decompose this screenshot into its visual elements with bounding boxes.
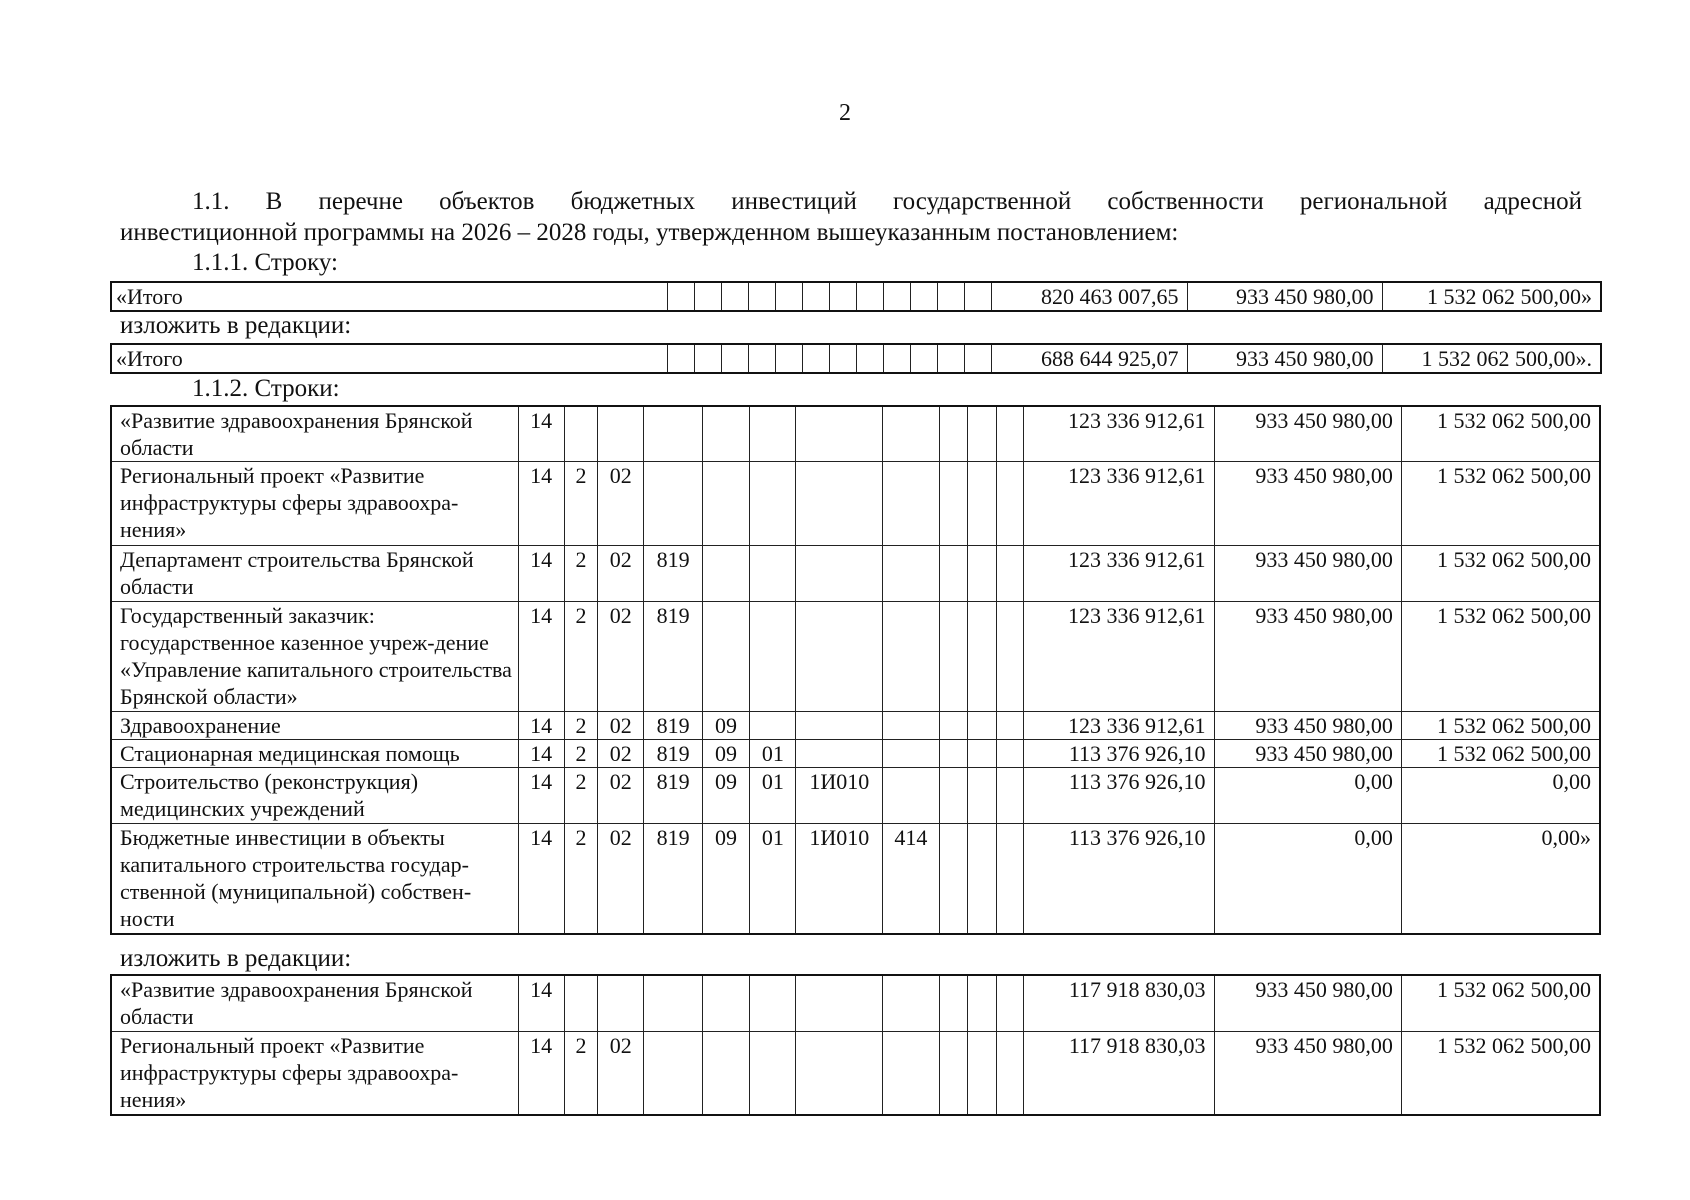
empty-cell <box>939 975 967 1031</box>
code-cell-c6 <box>750 462 796 546</box>
code-cell-c4 <box>644 1031 702 1115</box>
code-cell-c5 <box>702 975 749 1031</box>
code-cell-c5: 09 <box>702 740 749 768</box>
code-cell-c1: 14 <box>518 740 564 768</box>
empty-cell <box>996 546 1023 602</box>
empty-cell <box>775 344 802 373</box>
total-label: «Итого <box>111 282 667 311</box>
empty-cell <box>996 975 1023 1031</box>
code-cell-c7 <box>796 740 883 768</box>
empty-cell <box>996 768 1023 824</box>
total-2028: 1 532 062 500,00» <box>1382 282 1601 311</box>
code-cell-c1: 14 <box>518 824 564 934</box>
code-cell-c5: 09 <box>702 768 749 824</box>
code-cell-c2: 2 <box>564 546 597 602</box>
row-name-cell: «Развитие здравоохранения Брянской области <box>111 975 518 1031</box>
row-name-cell: Государственный заказчик: государственное казенное учреж-дение «Управление капитального строительства Брянской области» <box>111 602 518 712</box>
row-name-cell: Бюджетные инвестиции в объекты капитального строительства государ-ственной (муниципальной) собствен-ности <box>111 824 518 934</box>
code-cell-c6: 01 <box>750 824 796 934</box>
code-cell-c4 <box>644 406 702 462</box>
code-cell-c7 <box>796 975 883 1031</box>
empty-cell <box>802 282 829 311</box>
total-2027: 933 450 980,00 <box>1187 344 1382 373</box>
amount-cell-2026: 123 336 912,61 <box>1024 462 1214 546</box>
row-name-cell: Стационарная медицинская помощь <box>111 740 518 768</box>
amount-cell-2026: 113 376 926,10 <box>1024 740 1214 768</box>
empty-cell <box>996 406 1023 462</box>
amount-cell-2027: 933 450 980,00 <box>1214 712 1401 740</box>
code-cell-c7: 1И010 <box>796 768 883 824</box>
intro-paragraph-line-2: инвестиционной программы на 2026 – 2028 годы, утвержденном вышеуказанным постановлением: <box>120 219 1179 246</box>
table-row <box>111 1031 1600 1115</box>
total-label: «Итого <box>111 344 667 373</box>
code-cell-c6: 01 <box>750 740 796 768</box>
code-cell-c4 <box>644 462 702 546</box>
empty-cell <box>667 282 694 311</box>
total-table-old <box>110 281 1602 312</box>
code-cell-c3: 02 <box>598 602 644 712</box>
detail-table-new <box>110 974 1601 1116</box>
code-cell-c2: 2 <box>564 824 597 934</box>
code-cell-c3: 02 <box>598 824 644 934</box>
code-cell-c2: 2 <box>564 462 597 546</box>
section-heading-1-1-1: 1.1.1. Строку: <box>192 249 338 276</box>
code-cell-c2 <box>564 406 597 462</box>
code-cell-c4 <box>644 975 702 1031</box>
code-cell-c6 <box>750 712 796 740</box>
amount-cell-2028: 0,00 <box>1401 768 1600 824</box>
amount-cell-2026: 123 336 912,61 <box>1024 406 1214 462</box>
code-cell-c6 <box>750 406 796 462</box>
code-cell-c6 <box>750 602 796 712</box>
amount-cell-2027: 933 450 980,00 <box>1214 602 1401 712</box>
code-cell-c8 <box>883 712 939 740</box>
code-cell-c3: 02 <box>598 1031 644 1115</box>
code-cell-c7: 1И010 <box>796 824 883 934</box>
total-2026: 688 644 925,07 <box>991 344 1187 373</box>
total-2027: 933 450 980,00 <box>1187 282 1382 311</box>
amount-cell-2028: 1 532 062 500,00 <box>1401 546 1600 602</box>
empty-cell <box>802 344 829 373</box>
izlozhit-label-1: изложить в редакции: <box>120 312 352 339</box>
empty-cell <box>996 824 1023 934</box>
table-row <box>111 975 1600 1031</box>
code-cell-c2: 2 <box>564 768 597 824</box>
code-cell-c6 <box>750 1031 796 1115</box>
empty-cell <box>967 462 996 546</box>
total-table-new <box>110 343 1602 374</box>
empty-cell <box>967 546 996 602</box>
empty-cell <box>996 712 1023 740</box>
code-cell-c4: 819 <box>644 712 702 740</box>
code-cell-c7 <box>796 546 883 602</box>
code-cell-c2: 2 <box>564 1031 597 1115</box>
row-name-cell: Здравоохранение <box>111 712 518 740</box>
code-cell-c1: 14 <box>518 546 564 602</box>
empty-cell <box>937 282 964 311</box>
amount-cell-2027: 933 450 980,00 <box>1214 406 1401 462</box>
empty-cell <box>964 344 991 373</box>
empty-cell <box>996 602 1023 712</box>
empty-cell <box>967 1031 996 1115</box>
code-cell-c3: 02 <box>598 740 644 768</box>
amount-cell-2026: 117 918 830,03 <box>1024 975 1214 1031</box>
izlozhit-label-2: изложить в редакции: <box>120 945 352 972</box>
code-cell-c8 <box>883 602 939 712</box>
empty-cell <box>694 344 721 373</box>
code-cell-c8 <box>883 462 939 546</box>
amount-cell-2028: 1 532 062 500,00 <box>1401 602 1600 712</box>
code-cell-c4: 819 <box>644 602 702 712</box>
code-cell-c5 <box>702 602 749 712</box>
code-cell-c2 <box>564 975 597 1031</box>
amount-cell-2026: 113 376 926,10 <box>1024 768 1214 824</box>
amount-cell-2027: 933 450 980,00 <box>1214 1031 1401 1115</box>
code-cell-c8 <box>883 740 939 768</box>
code-cell-c5 <box>702 462 749 546</box>
empty-cell <box>967 406 996 462</box>
amount-cell-2028: 1 532 062 500,00 <box>1401 740 1600 768</box>
empty-cell <box>967 768 996 824</box>
empty-cell <box>939 712 967 740</box>
empty-cell <box>910 282 937 311</box>
amount-cell-2026: 123 336 912,61 <box>1024 546 1214 602</box>
row-name-cell: Департамент строительства Брянской области <box>111 546 518 602</box>
code-cell-c3: 02 <box>598 768 644 824</box>
table-row <box>111 406 1600 462</box>
amount-cell-2028: 1 532 062 500,00 <box>1401 975 1600 1031</box>
code-cell-c8 <box>883 768 939 824</box>
total-2026: 820 463 007,65 <box>991 282 1187 311</box>
amount-cell-2027: 933 450 980,00 <box>1214 546 1401 602</box>
table-row <box>111 462 1600 546</box>
empty-cell <box>967 824 996 934</box>
amount-cell-2028: 1 532 062 500,00 <box>1401 406 1600 462</box>
empty-cell <box>748 282 775 311</box>
code-cell-c6 <box>750 975 796 1031</box>
code-cell-c5 <box>702 546 749 602</box>
code-cell-c5 <box>702 1031 749 1115</box>
amount-cell-2026: 113 376 926,10 <box>1024 824 1214 934</box>
empty-cell <box>939 602 967 712</box>
code-cell-c3 <box>598 406 644 462</box>
detail-table-old <box>110 405 1601 935</box>
empty-cell <box>748 344 775 373</box>
empty-cell <box>856 282 883 311</box>
empty-cell <box>939 406 967 462</box>
code-cell-c1: 14 <box>518 768 564 824</box>
code-cell-c2: 2 <box>564 602 597 712</box>
empty-cell <box>939 1031 967 1115</box>
amount-cell-2027: 0,00 <box>1214 824 1401 934</box>
code-cell-c3: 02 <box>598 712 644 740</box>
empty-cell <box>996 462 1023 546</box>
empty-cell <box>856 344 883 373</box>
empty-cell <box>939 824 967 934</box>
code-cell-c7 <box>796 1031 883 1115</box>
amount-cell-2028: 1 532 062 500,00 <box>1401 712 1600 740</box>
empty-cell <box>829 282 856 311</box>
code-cell-c5: 09 <box>702 712 749 740</box>
code-cell-c1: 14 <box>518 1031 564 1115</box>
empty-cell <box>996 740 1023 768</box>
empty-cell <box>694 282 721 311</box>
amount-cell-2028: 0,00» <box>1401 824 1600 934</box>
code-cell-c7 <box>796 462 883 546</box>
empty-cell <box>967 975 996 1031</box>
empty-cell <box>883 344 910 373</box>
amount-cell-2027: 0,00 <box>1214 768 1401 824</box>
empty-cell <box>937 344 964 373</box>
code-cell-c8 <box>883 975 939 1031</box>
row-name-cell: Региональный проект «Развитие инфраструктуры сферы здравоохра-нения» <box>111 462 518 546</box>
code-cell-c6 <box>750 546 796 602</box>
code-cell-c6: 01 <box>750 768 796 824</box>
page-number: 2 <box>839 100 851 126</box>
empty-cell <box>996 1031 1023 1115</box>
amount-cell-2028: 1 532 062 500,00 <box>1401 1031 1600 1115</box>
amount-cell-2026: 123 336 912,61 <box>1024 602 1214 712</box>
empty-cell <box>829 344 856 373</box>
code-cell-c7 <box>796 712 883 740</box>
amount-cell-2027: 933 450 980,00 <box>1214 462 1401 546</box>
amount-cell-2027: 933 450 980,00 <box>1214 740 1401 768</box>
code-cell-c1: 14 <box>518 406 564 462</box>
code-cell-c4: 819 <box>644 546 702 602</box>
empty-cell <box>964 282 991 311</box>
empty-cell <box>939 768 967 824</box>
code-cell-c1: 14 <box>518 975 564 1031</box>
code-cell-c4: 819 <box>644 824 702 934</box>
amount-cell-2027: 933 450 980,00 <box>1214 975 1401 1031</box>
code-cell-c3: 02 <box>598 546 644 602</box>
empty-cell <box>721 282 748 311</box>
code-cell-c1: 14 <box>518 602 564 712</box>
empty-cell <box>721 344 748 373</box>
code-cell-c5: 09 <box>702 824 749 934</box>
code-cell-c1: 14 <box>518 462 564 546</box>
empty-cell <box>967 740 996 768</box>
empty-cell <box>967 712 996 740</box>
row-name-cell: Строительство (реконструкция) медицинских учреждений <box>111 768 518 824</box>
empty-cell <box>939 740 967 768</box>
code-cell-c8: 414 <box>883 824 939 934</box>
table-row <box>111 824 1600 934</box>
empty-cell <box>883 282 910 311</box>
amount-cell-2028: 1 532 062 500,00 <box>1401 462 1600 546</box>
code-cell-c7 <box>796 602 883 712</box>
empty-cell <box>910 344 937 373</box>
empty-cell <box>939 462 967 546</box>
code-cell-c8 <box>883 546 939 602</box>
code-cell-c1: 14 <box>518 712 564 740</box>
total-2028: 1 532 062 500,00». <box>1382 344 1601 373</box>
empty-cell <box>775 282 802 311</box>
empty-cell <box>939 546 967 602</box>
code-cell-c8 <box>883 406 939 462</box>
empty-cell <box>667 344 694 373</box>
row-name-cell: Региональный проект «Развитие инфраструктуры сферы здравоохра-нения» <box>111 1031 518 1115</box>
code-cell-c5 <box>702 406 749 462</box>
code-cell-c4: 819 <box>644 740 702 768</box>
amount-cell-2026: 123 336 912,61 <box>1024 712 1214 740</box>
empty-cell <box>967 602 996 712</box>
section-heading-1-1-2: 1.1.2. Строки: <box>192 375 340 402</box>
code-cell-c8 <box>883 1031 939 1115</box>
code-cell-c3: 02 <box>598 462 644 546</box>
row-name-cell: «Развитие здравоохранения Брянской области <box>111 406 518 462</box>
code-cell-c2: 2 <box>564 712 597 740</box>
table-row <box>111 602 1600 712</box>
code-cell-c7 <box>796 406 883 462</box>
table-row <box>111 740 1600 768</box>
table-row <box>111 546 1600 602</box>
code-cell-c4: 819 <box>644 768 702 824</box>
table-row <box>111 712 1600 740</box>
table-row <box>111 768 1600 824</box>
code-cell-c3 <box>598 975 644 1031</box>
amount-cell-2026: 117 918 830,03 <box>1024 1031 1214 1115</box>
code-cell-c2: 2 <box>564 740 597 768</box>
intro-paragraph-line-1: 1.1. В перечне объектов бюджетных инвестиций государственной собственности региональной адресной <box>192 188 1582 215</box>
